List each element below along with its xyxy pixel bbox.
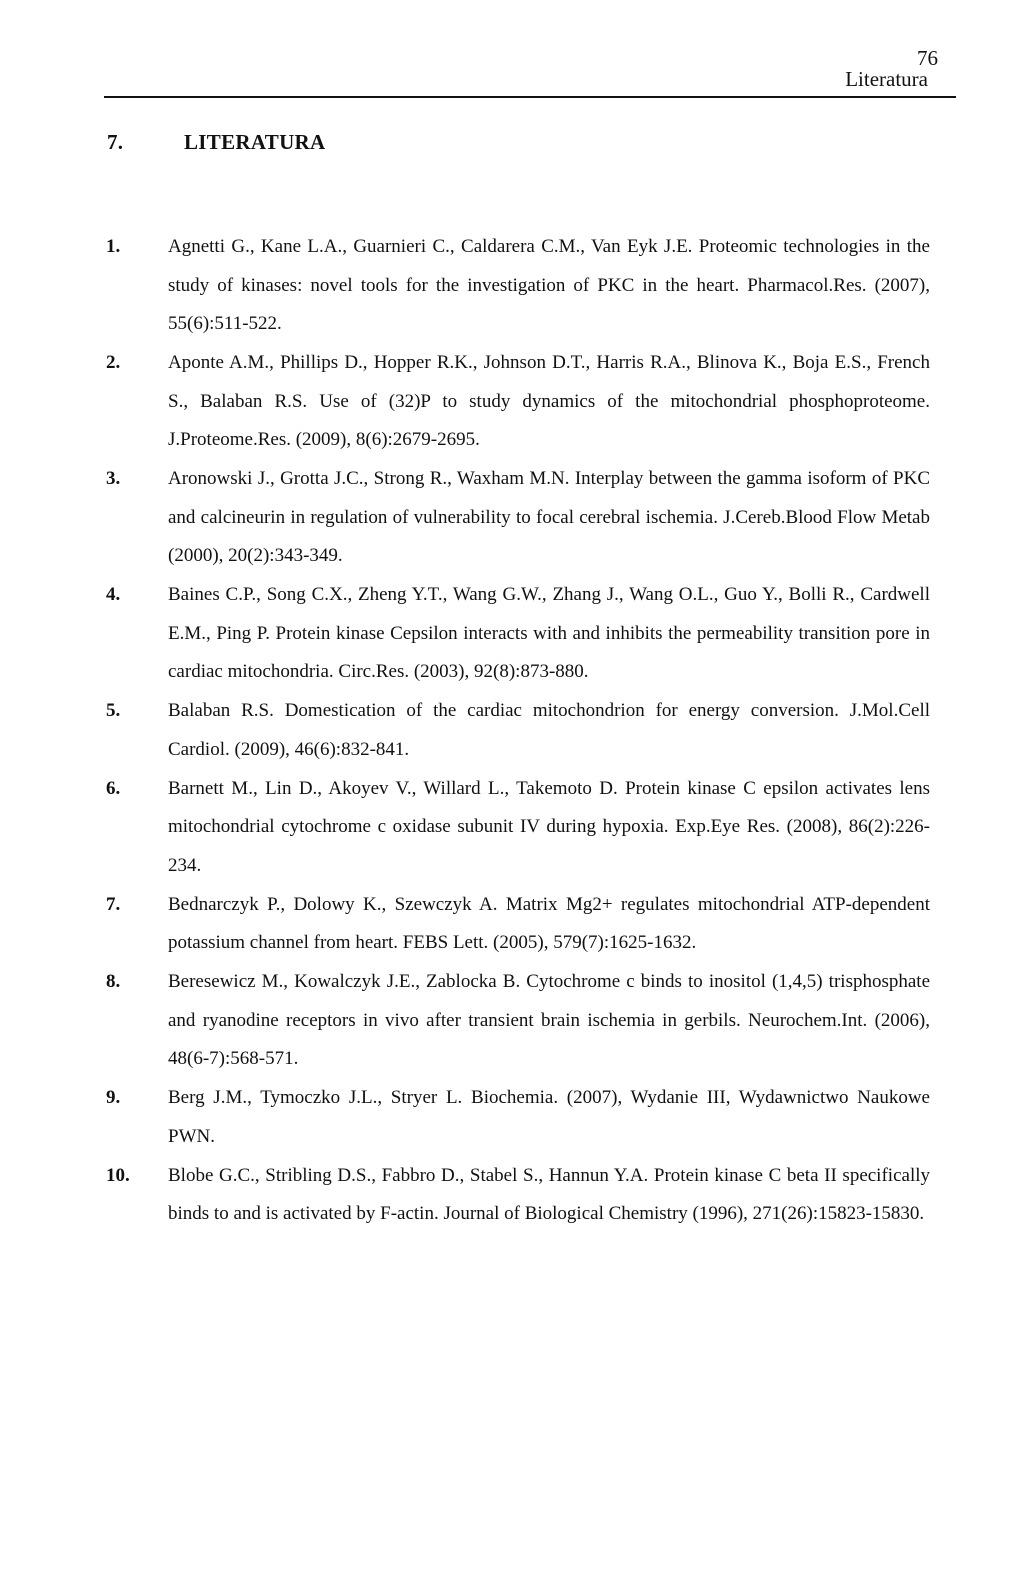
reference-number: 10. [106, 1164, 130, 1186]
running-title: Literatura [845, 67, 928, 91]
reference-item [106, 886, 930, 963]
section-heading [107, 128, 325, 156]
reference-number: 5. [106, 700, 121, 721]
reference-number: 6. [106, 777, 121, 799]
reference-text: Bednarczyk P., Dolowy K., Szewczyk A. Matrix Mg2+ regulates mitochondrial ATP-dependent potassium channel from heart. FEBS Lett. (2005), 579(7):1625-1632. [168, 893, 930, 953]
reference-number: 9. [106, 1087, 121, 1108]
reference-number: 1. [106, 236, 121, 257]
reference-number: 2. [106, 352, 121, 373]
reference-item [106, 1079, 930, 1156]
reference-text: Aponte A.M., Phillips D., Hopper R.K., Johnson D.T., Harris R.A., Blinova K., Boja E.S., French S., Balaban R.S. Use of (32)P to study dynamics of the mitochondrial phosphoproteome. J.Proteome.Res. (2009), 8(6):2679-2695. [168, 352, 930, 450]
reference-item [106, 344, 930, 460]
reference-item [106, 770, 930, 886]
reference-list [106, 228, 930, 1234]
page-number: 76 [917, 46, 938, 70]
reference-item [106, 228, 930, 344]
reference-item [106, 692, 930, 769]
section-number: 7. [107, 130, 124, 154]
reference-text: Balaban R.S. Domestication of the cardiac mitochondrion for energy conversion. J.Mol.Cell Cardiol. (2009), 46(6):832-841. [168, 700, 930, 760]
section-title: LITERATURA [184, 130, 326, 154]
reference-text: Barnett M., Lin D., Akoyev V., Willard L., Takemoto D. Protein kinase C epsilon activates lens mitochondrial cytochrome c oxidase subunit IV during hypoxia. Exp.Eye Res. (2008), 86(2):226-234. [168, 777, 930, 876]
reference-item [106, 576, 930, 692]
reference-text: Agnetti G., Kane L.A., Guarnieri C., Caldarera C.M., Van Eyk J.E. Proteomic technologies in the study of kinases: novel tools for the investigation of PKC in the heart. Pharmacol.Res. (2007), 55(6):511-522. [168, 236, 930, 334]
reference-number: 7. [106, 893, 121, 915]
reference-text: Blobe G.C., Stribling D.S., Fabbro D., Stabel S., Hannun Y.A. Protein kinase C beta II specifically binds to and is activated by F-actin. Journal of Biological Chemistry (1996), 271(26):15823-15830. [168, 1164, 930, 1224]
reference-number: 3. [106, 468, 121, 489]
reference-text: Baines C.P., Song C.X., Zheng Y.T., Wang G.W., Zhang J., Wang O.L., Guo Y., Bolli R., Cardwell E.M., Ping P. Protein kinase Cepsilon interacts with and inhibits the permeability transition pore in cardiac mitochondria. Circ.Res. (2003), 92(8):873-880. [168, 584, 930, 682]
reference-item [106, 460, 930, 576]
page-header [104, 40, 956, 98]
reference-number: 4. [106, 584, 121, 605]
reference-item [106, 1157, 930, 1234]
reference-text: Aronowski J., Grotta J.C., Strong R., Waxham M.N. Interplay between the gamma isoform of PKC and calcineurin in regulation of vulnerability to focal cerebral ischemia. J.Cereb.Blood Flow Metab (2000), 20(2):343-349. [168, 468, 930, 566]
reference-number: 8. [106, 971, 121, 992]
reference-text: Berg J.M., Tymoczko J.L., Stryer L. Biochemia. (2007), Wydanie III, Wydawnictwo Naukowe PWN. [168, 1087, 930, 1147]
reference-text: Beresewicz M., Kowalczyk J.E., Zablocka B. Cytochrome c binds to inositol (1,4,5) trisphosphate and ryanodine receptors in vivo after transient brain ischemia in gerbils. Neurochem.Int. (2006), 48(6-7):568-571. [168, 971, 930, 1069]
reference-item [106, 963, 930, 1079]
